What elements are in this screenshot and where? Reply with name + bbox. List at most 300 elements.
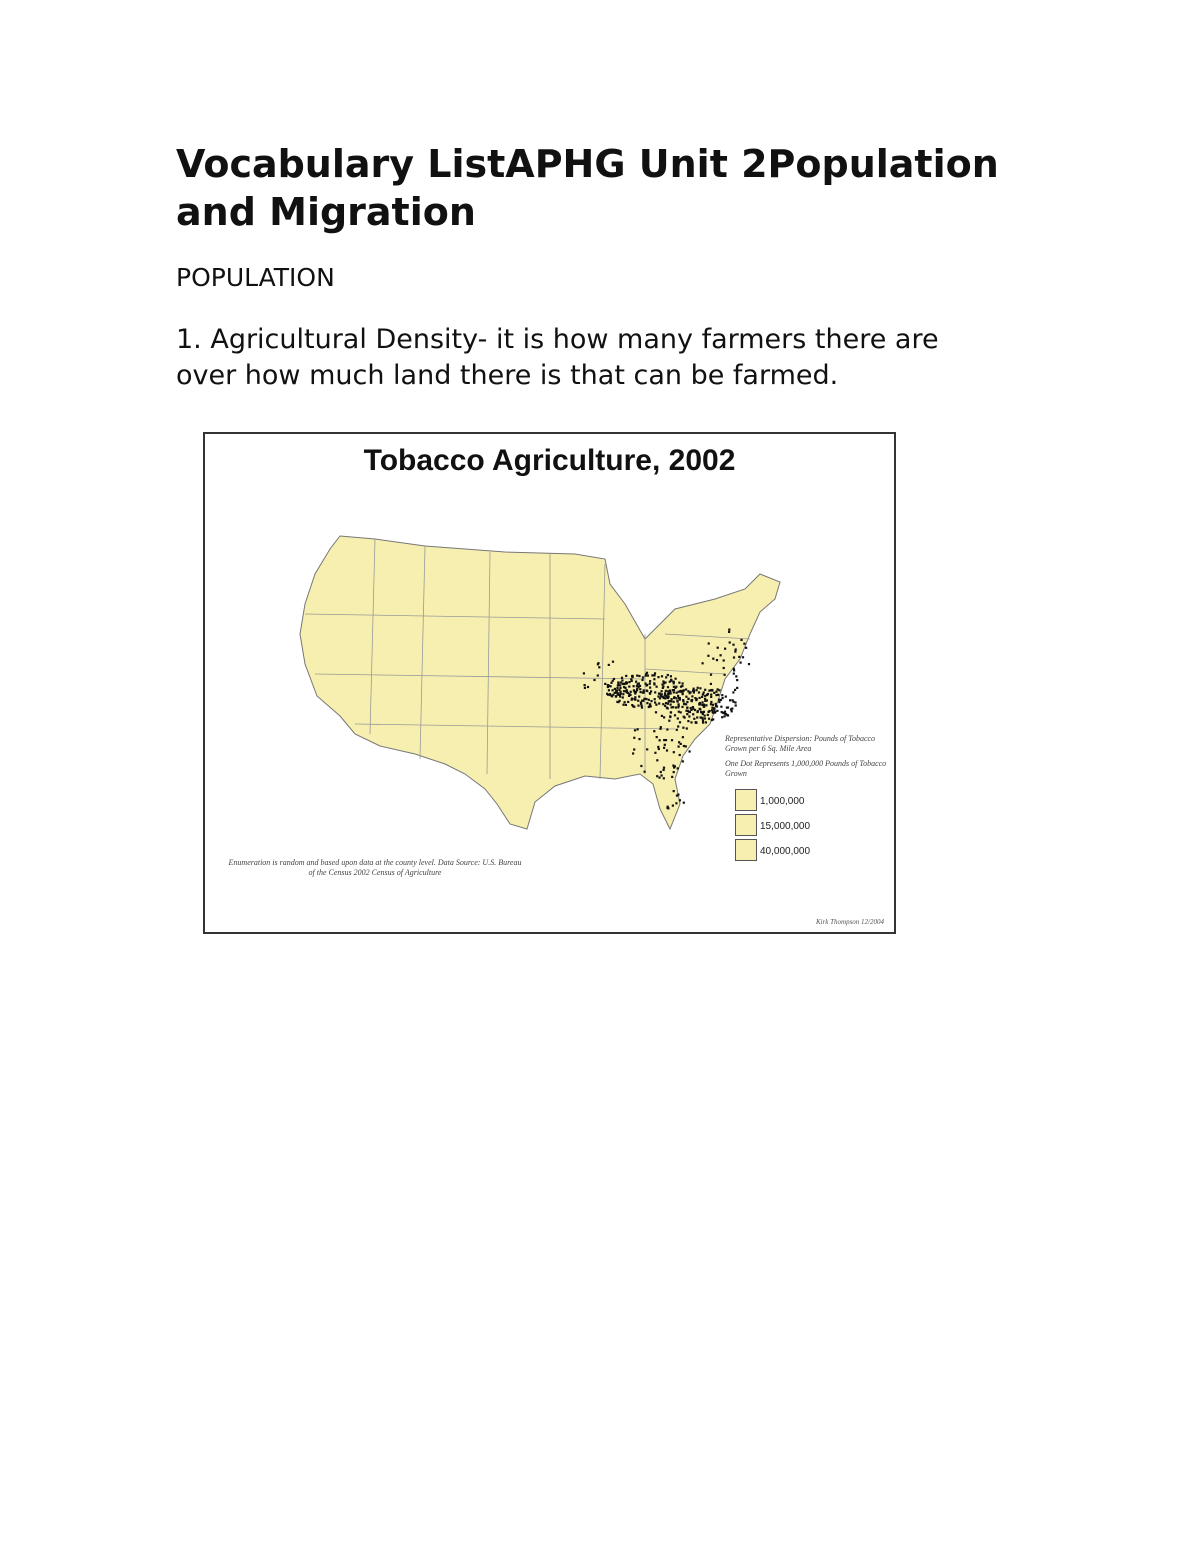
tobacco-dot bbox=[673, 766, 675, 768]
tobacco-dot bbox=[673, 771, 675, 773]
tobacco-dot bbox=[644, 771, 646, 773]
tobacco-dot bbox=[710, 696, 712, 698]
tobacco-dot bbox=[686, 701, 688, 703]
tobacco-dot bbox=[724, 712, 726, 714]
tobacco-dot bbox=[636, 688, 638, 690]
tobacco-dot bbox=[705, 704, 707, 706]
tobacco-dot bbox=[661, 690, 663, 692]
tobacco-dot bbox=[704, 689, 706, 691]
tobacco-dot bbox=[729, 641, 731, 643]
tobacco-dot bbox=[664, 744, 666, 746]
tobacco-dot bbox=[690, 699, 692, 701]
tobacco-dot bbox=[673, 790, 675, 792]
tobacco-map-figure bbox=[203, 432, 896, 934]
tobacco-dot bbox=[673, 691, 675, 693]
tobacco-dot bbox=[710, 674, 712, 676]
tobacco-dot bbox=[689, 750, 691, 752]
tobacco-dot bbox=[633, 685, 635, 687]
tobacco-dot bbox=[657, 676, 659, 678]
tobacco-dot bbox=[673, 697, 675, 699]
tobacco-dot bbox=[715, 703, 717, 705]
tobacco-dot bbox=[683, 716, 685, 718]
tobacco-dot bbox=[687, 690, 689, 692]
tobacco-dot bbox=[663, 767, 665, 769]
tobacco-dot bbox=[728, 631, 730, 633]
tobacco-dot bbox=[624, 687, 626, 689]
tobacco-dot bbox=[693, 690, 695, 692]
tobacco-dot bbox=[616, 687, 618, 689]
tobacco-dot bbox=[690, 721, 692, 723]
tobacco-dot bbox=[713, 692, 715, 694]
legend-dot-note: One Dot Represents 1,000,000 Pounds of Tobacco Grown bbox=[725, 759, 887, 778]
tobacco-dot bbox=[716, 705, 718, 707]
tobacco-dot bbox=[641, 705, 643, 707]
tobacco-dot bbox=[712, 711, 714, 713]
tobacco-dot bbox=[677, 794, 679, 796]
tobacco-dot bbox=[618, 689, 620, 691]
tobacco-dot bbox=[704, 695, 706, 697]
tobacco-dot bbox=[667, 807, 669, 809]
tobacco-dot bbox=[711, 709, 713, 711]
tobacco-dot bbox=[670, 704, 672, 706]
legend-label-15m: 15,000,000 bbox=[760, 821, 811, 832]
tobacco-dot bbox=[625, 682, 627, 684]
tobacco-dot bbox=[669, 690, 671, 692]
tobacco-dot bbox=[642, 692, 644, 694]
tobacco-dot bbox=[677, 767, 679, 769]
tobacco-dot bbox=[612, 689, 614, 691]
tobacco-dot bbox=[654, 701, 656, 703]
tobacco-dot bbox=[673, 686, 675, 688]
tobacco-dot bbox=[633, 689, 635, 691]
tobacco-dot bbox=[696, 689, 698, 691]
tobacco-dot bbox=[646, 690, 648, 692]
tobacco-dot bbox=[731, 710, 733, 712]
tobacco-dot bbox=[666, 707, 668, 709]
tobacco-dot bbox=[710, 703, 712, 705]
tobacco-dot bbox=[673, 681, 675, 683]
tobacco-dot bbox=[631, 680, 633, 682]
tobacco-dot bbox=[674, 714, 676, 716]
tobacco-dot bbox=[685, 710, 687, 712]
tobacco-dot bbox=[667, 703, 669, 705]
tobacco-dot bbox=[675, 802, 677, 804]
tobacco-dot bbox=[724, 715, 726, 717]
tobacco-dot bbox=[715, 691, 717, 693]
tobacco-dot bbox=[699, 708, 701, 710]
tobacco-dot bbox=[736, 679, 738, 681]
tobacco-dot bbox=[733, 673, 735, 675]
tobacco-dot bbox=[685, 703, 687, 705]
legend-heading: Representative Dispersion: Pounds of Tobacco Grown per 6 Sq. Mile Area bbox=[725, 734, 876, 753]
tobacco-dot bbox=[633, 698, 635, 700]
tobacco-dot bbox=[736, 687, 738, 689]
tobacco-dot bbox=[728, 629, 730, 631]
tobacco-dot bbox=[682, 682, 684, 684]
tobacco-dot bbox=[710, 683, 712, 685]
tobacco-dot bbox=[635, 681, 637, 683]
tobacco-dot bbox=[653, 674, 655, 676]
tobacco-dot bbox=[615, 696, 617, 698]
tobacco-dot bbox=[641, 679, 643, 681]
tobacco-dot bbox=[745, 647, 747, 649]
tobacco-dot bbox=[672, 805, 674, 807]
tobacco-dot bbox=[729, 699, 731, 701]
tobacco-dot bbox=[671, 776, 673, 778]
tobacco-dot bbox=[733, 656, 735, 658]
tobacco-dot bbox=[712, 658, 714, 660]
tobacco-dot bbox=[638, 686, 640, 688]
tobacco-dot bbox=[680, 743, 682, 745]
tobacco-dot bbox=[612, 694, 614, 696]
vocabulary-definition: 1. Agricultural Density- it is how many farmers there are over how much land there is that can be farmed. bbox=[176, 324, 939, 391]
tobacco-dot bbox=[663, 739, 665, 741]
tobacco-dot bbox=[678, 746, 680, 748]
tobacco-dot bbox=[680, 686, 682, 688]
tobacco-dot bbox=[702, 662, 704, 664]
tobacco-dot bbox=[710, 694, 712, 696]
tobacco-dot bbox=[721, 716, 723, 718]
tobacco-dot bbox=[643, 689, 645, 691]
tobacco-dot bbox=[711, 707, 713, 709]
tobacco-dot bbox=[670, 711, 672, 713]
tobacco-dot bbox=[695, 722, 697, 724]
tobacco-dot bbox=[667, 674, 669, 676]
tobacco-dot bbox=[680, 711, 682, 713]
tobacco-dot bbox=[705, 721, 707, 723]
tobacco-dot bbox=[683, 802, 685, 804]
tobacco-dot bbox=[649, 680, 651, 682]
tobacco-dot bbox=[672, 706, 674, 708]
tobacco-dot bbox=[636, 675, 638, 677]
tobacco-dot bbox=[642, 676, 644, 678]
tobacco-dot bbox=[630, 691, 632, 693]
tobacco-dot bbox=[685, 745, 687, 747]
tobacco-dot bbox=[724, 674, 726, 676]
legend-box-1m bbox=[735, 789, 757, 811]
tobacco-dot bbox=[598, 666, 600, 668]
tobacco-dot bbox=[623, 690, 625, 692]
tobacco-dot bbox=[708, 642, 710, 644]
tobacco-dot bbox=[654, 752, 656, 754]
tobacco-dot bbox=[638, 738, 640, 740]
tobacco-dot bbox=[715, 694, 717, 696]
tobacco-dot bbox=[664, 692, 666, 694]
tobacco-dot bbox=[663, 769, 665, 771]
tobacco-dot bbox=[679, 690, 681, 692]
tobacco-dot bbox=[721, 694, 723, 696]
tobacco-dot bbox=[735, 648, 737, 650]
tobacco-dot bbox=[738, 656, 740, 658]
tobacco-dot bbox=[720, 654, 722, 656]
tobacco-dot bbox=[668, 696, 670, 698]
tobacco-dot bbox=[704, 715, 706, 717]
tobacco-dot bbox=[693, 718, 695, 720]
tobacco-dot bbox=[696, 698, 698, 700]
tobacco-dot bbox=[682, 727, 684, 729]
tobacco-dot bbox=[727, 714, 729, 716]
tobacco-dot bbox=[587, 686, 589, 688]
tobacco-dot bbox=[686, 707, 688, 709]
tobacco-dot bbox=[627, 701, 629, 703]
tobacco-dot bbox=[707, 714, 709, 716]
tobacco-dot bbox=[628, 695, 630, 697]
document-title: Vocabulary ListAPHG Unit 2Population and Migration bbox=[176, 142, 999, 234]
tobacco-dot bbox=[637, 700, 639, 702]
tobacco-dot bbox=[727, 706, 729, 708]
tobacco-dot bbox=[646, 672, 648, 674]
tobacco-dot bbox=[662, 696, 664, 698]
tobacco-dot bbox=[658, 692, 660, 694]
tobacco-dot bbox=[617, 683, 619, 685]
tobacco-dot bbox=[650, 700, 652, 702]
tobacco-dot bbox=[609, 693, 611, 695]
tobacco-dot bbox=[614, 688, 616, 690]
tobacco-dot bbox=[665, 676, 667, 678]
tobacco-dot bbox=[667, 690, 669, 692]
tobacco-dot bbox=[646, 684, 648, 686]
tobacco-dot bbox=[617, 694, 619, 696]
tobacco-dot bbox=[625, 691, 627, 693]
tobacco-dot bbox=[712, 704, 714, 706]
tobacco-dot bbox=[624, 701, 626, 703]
author-note: Kirk Thompson 12/2004 bbox=[815, 918, 884, 926]
tobacco-dot bbox=[678, 705, 680, 707]
tobacco-dot bbox=[732, 644, 734, 646]
tobacco-dot bbox=[732, 691, 734, 693]
tobacco-dot bbox=[732, 699, 734, 701]
tobacco-dot bbox=[653, 682, 655, 684]
tobacco-dot bbox=[700, 711, 702, 713]
tobacco-dot bbox=[702, 722, 704, 724]
tobacco-dot bbox=[692, 706, 694, 708]
tobacco-dot bbox=[667, 686, 669, 688]
tobacco-dot bbox=[631, 699, 633, 701]
tobacco-dot bbox=[649, 687, 651, 689]
tobacco-dot bbox=[638, 682, 640, 684]
tobacco-dot bbox=[607, 684, 609, 686]
tobacco-dot bbox=[657, 746, 659, 748]
tobacco-dot bbox=[704, 698, 706, 700]
tobacco-dot bbox=[675, 706, 677, 708]
tobacco-dot bbox=[676, 729, 678, 731]
tobacco-dot bbox=[685, 696, 687, 698]
tobacco-dot bbox=[740, 662, 742, 664]
tobacco-dot bbox=[690, 707, 692, 709]
tobacco-dot bbox=[649, 683, 651, 685]
tobacco-dot bbox=[703, 711, 705, 713]
tobacco-dot bbox=[661, 693, 663, 695]
tobacco-dot bbox=[641, 700, 643, 702]
tobacco-dot bbox=[707, 693, 709, 695]
tobacco-dot bbox=[604, 683, 606, 685]
tobacco-dot bbox=[597, 663, 599, 665]
tobacco-dot bbox=[662, 703, 664, 705]
tobacco-dot bbox=[742, 656, 744, 658]
tobacco-dot bbox=[633, 748, 635, 750]
tobacco-dot bbox=[673, 701, 675, 703]
tobacco-dot bbox=[613, 678, 615, 680]
tobacco-dot bbox=[701, 696, 703, 698]
tobacco-dot bbox=[672, 689, 674, 691]
tobacco-dot bbox=[714, 711, 716, 713]
tobacco-dot bbox=[693, 688, 695, 690]
tobacco-dot bbox=[670, 675, 672, 677]
tobacco-dot bbox=[682, 736, 684, 738]
tobacco-dot bbox=[710, 701, 712, 703]
tobacco-dot bbox=[622, 683, 624, 685]
tobacco-dot bbox=[666, 728, 668, 730]
tobacco-dot bbox=[659, 739, 661, 741]
source-note: Enumeration is random and based upon data at the county level. Data Source: U.S. Bureau of the Census 2002 Census of Agriculture bbox=[228, 858, 522, 877]
tobacco-dot bbox=[676, 692, 678, 694]
tobacco-dot bbox=[656, 686, 658, 688]
tobacco-dot bbox=[696, 716, 698, 718]
tobacco-dot bbox=[696, 711, 698, 713]
tobacco-dot bbox=[734, 651, 736, 653]
legend-label-40m: 40,000,000 bbox=[760, 846, 811, 857]
tobacco-dot bbox=[614, 692, 616, 694]
tobacco-dot bbox=[660, 771, 662, 773]
tobacco-dot bbox=[687, 698, 689, 700]
tobacco-dot bbox=[608, 689, 610, 691]
tobacco-dot bbox=[678, 711, 680, 713]
tobacco-dot bbox=[716, 710, 718, 712]
map-title: Tobacco Agriculture, 2002 bbox=[363, 444, 736, 477]
tobacco-dot bbox=[654, 691, 656, 693]
tobacco-dot bbox=[682, 690, 684, 692]
tobacco-dot bbox=[668, 700, 670, 702]
tobacco-dot bbox=[733, 669, 735, 671]
tobacco-dot bbox=[717, 688, 719, 690]
tobacco-dot bbox=[725, 696, 727, 698]
tobacco-dot bbox=[610, 682, 612, 684]
tobacco-dot bbox=[583, 672, 585, 674]
legend-label-1m: 1,000,000 bbox=[760, 796, 805, 807]
tobacco-dot bbox=[662, 680, 664, 682]
tobacco-dot bbox=[641, 707, 643, 709]
tobacco-dot bbox=[645, 698, 647, 700]
tobacco-dot bbox=[634, 729, 636, 731]
tobacco-dot bbox=[655, 711, 657, 713]
tobacco-dot bbox=[661, 715, 663, 717]
tobacco-dot bbox=[663, 716, 665, 718]
tobacco-dot bbox=[612, 661, 614, 663]
tobacco-dot bbox=[698, 691, 700, 693]
tobacco-dot bbox=[731, 708, 733, 710]
tobacco-dot bbox=[734, 689, 736, 691]
tobacco-dot bbox=[622, 696, 624, 698]
tobacco-dot bbox=[691, 695, 693, 697]
tobacco-dot bbox=[724, 648, 726, 650]
tobacco-dot bbox=[643, 698, 645, 700]
tobacco-dot bbox=[685, 688, 687, 690]
tobacco-dot bbox=[661, 774, 663, 776]
tobacco-dot bbox=[671, 739, 673, 741]
tobacco-dot bbox=[734, 701, 736, 703]
tobacco-dot bbox=[669, 716, 671, 718]
tobacco-dot bbox=[621, 679, 623, 681]
tobacco-dot bbox=[637, 728, 639, 730]
tobacco-dot bbox=[677, 695, 679, 697]
tobacco-dot bbox=[661, 675, 663, 677]
tobacco-dot bbox=[668, 692, 670, 694]
tobacco-dot bbox=[620, 682, 622, 684]
tobacco-dot bbox=[633, 706, 635, 708]
tobacco-dot bbox=[616, 691, 618, 693]
tobacco-dot bbox=[631, 704, 633, 706]
tobacco-dot bbox=[593, 679, 595, 681]
tobacco-dot bbox=[682, 699, 684, 701]
tobacco-dot bbox=[659, 728, 661, 730]
tobacco-dot bbox=[638, 696, 640, 698]
tobacco-dot bbox=[631, 675, 633, 677]
tobacco-dot bbox=[735, 704, 737, 706]
tobacco-dot bbox=[621, 677, 623, 679]
tobacco-dot bbox=[735, 675, 737, 677]
tobacco-dot bbox=[671, 698, 673, 700]
tobacco-dot bbox=[653, 678, 655, 680]
tobacco-dot bbox=[607, 686, 609, 688]
tobacco-dot bbox=[658, 702, 660, 704]
tobacco-dot bbox=[633, 737, 635, 739]
tobacco-dot bbox=[640, 691, 642, 693]
tobacco-dot bbox=[707, 655, 709, 657]
tobacco-dot bbox=[740, 639, 742, 641]
tobacco-dot bbox=[625, 704, 627, 706]
tobacco-dot bbox=[683, 745, 685, 747]
tobacco-dot bbox=[716, 659, 718, 661]
tobacco-dot bbox=[658, 777, 660, 779]
tobacco-dot bbox=[653, 730, 655, 732]
tobacco-dot bbox=[656, 759, 658, 761]
tobacco-dot bbox=[606, 693, 608, 695]
tobacco-dot bbox=[616, 689, 618, 691]
tobacco-dot bbox=[678, 697, 680, 699]
tobacco-dot bbox=[702, 693, 704, 695]
tobacco-dot bbox=[689, 692, 691, 694]
tobacco-dot bbox=[646, 748, 648, 750]
tobacco-dot bbox=[656, 775, 658, 777]
tobacco-dot bbox=[675, 686, 677, 688]
tobacco-dot bbox=[677, 725, 679, 727]
tobacco-dot bbox=[704, 700, 706, 702]
tobacco-dot bbox=[608, 664, 610, 666]
tobacco-dot bbox=[679, 754, 681, 756]
tobacco-dot bbox=[638, 675, 640, 677]
tobacco-dot bbox=[654, 698, 656, 700]
section-heading: POPULATION bbox=[176, 263, 335, 292]
tobacco-dot bbox=[640, 765, 642, 767]
tobacco-dot bbox=[640, 703, 642, 705]
tobacco-dot bbox=[646, 702, 648, 704]
tobacco-dot bbox=[649, 703, 651, 705]
tobacco-dot bbox=[702, 719, 704, 721]
tobacco-dot bbox=[688, 711, 690, 713]
tobacco-dot bbox=[694, 709, 696, 711]
tobacco-dot bbox=[659, 697, 661, 699]
tobacco-dot bbox=[703, 691, 705, 693]
tobacco-dot bbox=[666, 749, 668, 751]
tobacco-dot bbox=[654, 672, 656, 674]
tobacco-dot bbox=[698, 703, 700, 705]
tobacco-dot bbox=[665, 690, 667, 692]
tobacco-dot bbox=[717, 647, 719, 649]
legend-box-40m bbox=[735, 839, 757, 861]
tobacco-dot bbox=[679, 721, 681, 723]
tobacco-dot bbox=[656, 736, 658, 738]
tobacco-dot bbox=[720, 706, 722, 708]
